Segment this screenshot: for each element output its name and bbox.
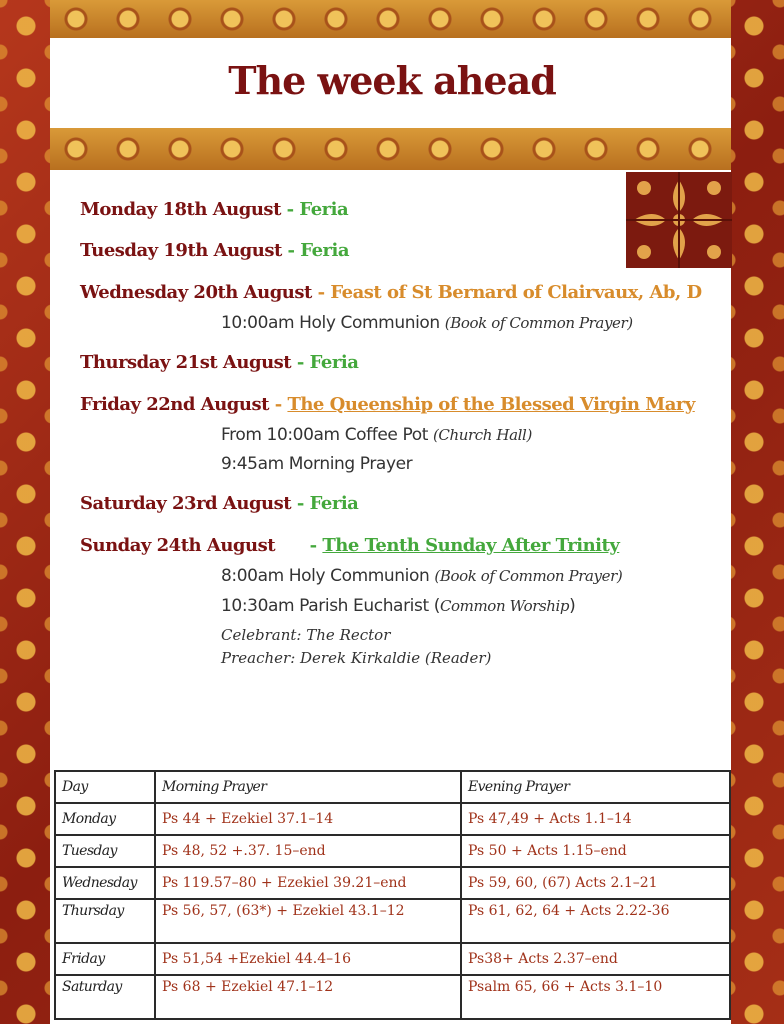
day-label: Tuesday 19th August [80, 240, 282, 261]
service-text: 10:30am Parish Eucharist ( [221, 596, 440, 616]
day-label: Friday 22nd August [80, 394, 269, 415]
day-label: Sunday 24th August [80, 535, 276, 556]
service-text: 8:00am Holy Communion [221, 566, 435, 586]
feast-name: Feria [309, 493, 359, 514]
row-evening: Psalm 65, 66 + Acts 3.1–10 [461, 975, 730, 1019]
feast-name: Feria [299, 199, 349, 220]
table-row [55, 835, 730, 867]
preacher-note: Preacher: Derek Kirkaldie (Reader) [221, 649, 492, 667]
fleur-tile-icon [626, 172, 732, 268]
header-evening-prayer: Evening Prayer [461, 771, 730, 803]
service-text: 9:45am Morning Prayer [221, 454, 413, 474]
service-fri-coffee [221, 425, 532, 445]
feast-link[interactable]: The Tenth Sunday After Trinity [322, 535, 620, 556]
service-book: Common Worship [439, 597, 570, 615]
day-wednesday [80, 282, 702, 303]
day-label: Monday 18th August [80, 199, 281, 220]
service-book: (Book of Common Prayer) [434, 567, 623, 585]
service-wed-holy-communion [221, 313, 633, 333]
table-row [55, 975, 730, 1019]
service-location: (Church Hall) [432, 426, 532, 444]
table-row [55, 867, 730, 899]
row-day: Friday [55, 943, 155, 975]
service-close: ) [569, 596, 576, 616]
day-saturday [80, 493, 358, 514]
day-label: Saturday 23rd August [80, 493, 292, 514]
table-row [55, 803, 730, 835]
row-morning: Ps 48, 52 +.37. 15–end [155, 835, 461, 867]
separator: - [275, 535, 323, 556]
day-label: Thursday 21st August [80, 352, 292, 373]
separator: - [291, 493, 310, 514]
row-day: Thursday [55, 899, 155, 943]
header-day: Day [55, 771, 155, 803]
row-morning: Ps 51,54 +Ezekiel 44.4–16 [155, 943, 461, 975]
separator: - [268, 394, 288, 415]
top-tile-band [50, 0, 731, 38]
day-monday [80, 199, 348, 220]
feast-name: Feria [300, 240, 350, 261]
feast-link[interactable]: The Queenship of the Blessed Virgin Mary [287, 394, 695, 415]
day-tuesday [80, 240, 349, 261]
celebrant-note: Celebrant: The Rector [221, 626, 391, 644]
header-morning-prayer: Morning Prayer [155, 771, 461, 803]
separator: - [281, 240, 301, 261]
row-evening: Ps 47,49 + Acts 1.1–14 [461, 803, 730, 835]
table-row [55, 943, 730, 975]
row-morning: Ps 44 + Ezekiel 37.1–14 [155, 803, 461, 835]
row-day: Wednesday [55, 867, 155, 899]
lectionary-table [54, 770, 731, 1020]
row-day: Saturday [55, 975, 155, 1019]
day-thursday [80, 352, 358, 373]
service-text: 10:00am Holy Communion [221, 313, 445, 333]
row-morning: Ps 68 + Ezekiel 47.1–12 [155, 975, 461, 1019]
page-title: The week ahead [228, 58, 556, 103]
day-label: Wednesday 20th August [80, 282, 312, 303]
row-morning: Ps 119.57–80 + Ezekiel 39.21–end [155, 867, 461, 899]
separator: - [311, 282, 331, 303]
separator: - [280, 199, 300, 220]
day-sunday [80, 535, 619, 556]
service-sun-parish-eucharist [221, 596, 575, 616]
row-morning: Ps 56, 57, (63*) + Ezekiel 43.1–12 [155, 899, 461, 943]
separator: - [291, 352, 310, 373]
service-text: From 10:00am Coffee Pot [221, 425, 433, 445]
feast-name: Feria [309, 352, 359, 373]
table-header-row [55, 771, 730, 803]
day-friday [80, 394, 695, 415]
service-sun-holy-communion [221, 566, 622, 586]
row-day: Monday [55, 803, 155, 835]
feast-name: Feast of St Bernard of Clairvaux, Ab, D [330, 282, 702, 303]
table-row [55, 899, 730, 943]
row-evening: Ps 61, 62, 64 + Acts 2.22-36 [461, 899, 730, 943]
service-book: (Book of Common Prayer) [444, 314, 633, 332]
tile-band [50, 128, 731, 170]
row-evening: Ps38+ Acts 2.37–end [461, 943, 730, 975]
service-fri-morning-prayer [221, 454, 412, 474]
row-day: Tuesday [55, 835, 155, 867]
row-evening: Ps 59, 60, (67) Acts 2.1–21 [461, 867, 730, 899]
row-evening: Ps 50 + Acts 1.15–end [461, 835, 730, 867]
